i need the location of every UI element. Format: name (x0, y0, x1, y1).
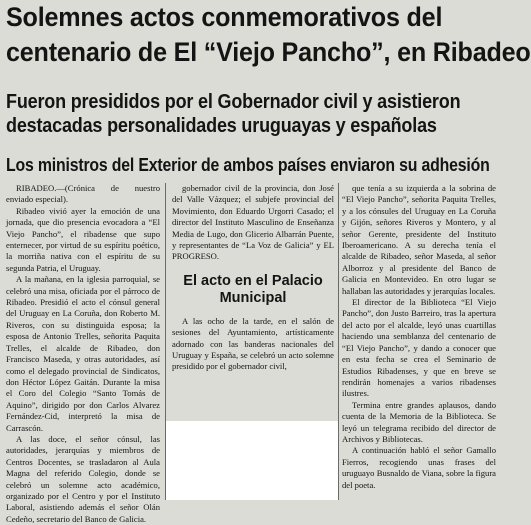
column-1-paragraph: Ribadeo vivió ayer la emoción de una jornada, que dio presencia evocadora a “El Viejo Pancho”, el ribadense que supo enternecer, por virtud de su espíritu poético, la morriña nativa con el espíritu de su segunda Patria, el Uruguay. (6, 205, 160, 273)
blank-image-area (166, 421, 338, 500)
column-3-paragraph: que tenía a su izquierda a la sobrina de “El Viejo Pancho”, señorita Paquita Trelles, y a los cónsules del Uruguay en La Coruña y Gijón, señores Riveros y Montero, y al señor Gerente, presidente del Instituto Iberoamericano. A su derecha tenía el alcalde de Ribadeo, señor Maseda, al señor Alborroz y al presidente del Banco de Galicia en Montevideo. En otro lugar se hallaban las autoridades y jerarquías locales. (342, 183, 496, 296)
column-2-paragraph: A las ocho de la tarde, en el salón de sesiones del Ayuntamiento, artísticamente adornado con las banderas nacionales del Uruguay y España, se celebró un acto solemne presidido por el gobernador civil, (172, 315, 334, 372)
column-2-paragraph: gobernador civil de la provincia, don José del Valle Vázquez; el subjefe provincial del Movimiento, don Eduardo Urgorri Casado; el director del Instituto Masculino de Enseñanza Media de Lugo, don Glicerio Albarrán Puente, y representantes de “La Voz de Galicia” y EL PROGRESO. (172, 183, 334, 262)
column-2-subhead: El acto en el Palacio Municipal (183, 272, 323, 306)
column-1-paragraph: A las doce, el señor cónsul, las autoridades, jerarquías y miembros de Centros Docentes, se trasladaron al Aula Magna del referido Colegio, donde se celebró un solemne acto académico, organizado por el Centro y por el Instituto Laboral, asistiendo además el señor Olán Cedeño, secretario del Banco de Galicia. (6, 433, 160, 524)
column-3-paragraph: Termina entre grandes aplausos, dando cuenta de la Memoria de la Biblioteca. Se leyó un telegrama recibido del director de Archivos y Bibliotecas. (342, 399, 496, 444)
column-1-paragraph: A la mañana, en la iglesia parroquial, se celebró una misa, oficiada por el párroco de Ribadeo. Presidió el acto el cónsul general del Uruguay en La Coruña, don Roberto M. Riveros, con su distinguida esposa; la esposa de Antonio Trelles, señorita Paquita Trelles, el alcalde de Ribadeo, don Francisco Maseda, y otras autoridades, así como el delegado provincial de Sindicatos, don Héctor López Gaitán. Durante la misa el Coro del Colegio “Santo Tomás de Aquino”, dirigido por don Carlos Alvarez Fernández-Cid, interpretó la misa de Carrascón. (6, 274, 160, 433)
article-column-1 (6, 183, 160, 524)
subheadline-line-1: Fueron presididos por el Gobernador civil y asistieron (6, 91, 461, 113)
column-3-paragraph: El director de la Biblioteca “El Viejo Pancho”, don Justo Barreiro, tras la apertura del acto por el alcalde, leyó unas cuartillas haciendo una semblanza del centenario de “El Viejo Pancho”, y dando a conocer que en esta fecha se crea el Seminario de Estudios Ribadenses, y que en breve se rendirán homenajes a varios ribadenses ilustres. (342, 297, 496, 399)
column-3-paragraph: A continuación habló el señor Gamallo Fierros, recogiendo unas frases del uruguayo Busnaldo de Viana, sobre la figura del poeta. (342, 445, 496, 490)
headline-line-1: Solemnes actos conmemorativos del (6, 2, 443, 32)
column-1-paragraph: RIBADEO.—(Crónica de nuestro enviado especial). (6, 183, 160, 205)
article-column-3 (342, 183, 496, 500)
kicker-headline: Los ministros del Exterior de ambos países enviaron su adhesión (6, 155, 490, 175)
subheadline-line-2: destacadas personalidades uruguayas y españolas (6, 115, 437, 137)
column-rule-2 (338, 183, 339, 500)
headline-line-2: centenario de El “Viejo Pancho”, en Ribadeo (6, 37, 531, 67)
